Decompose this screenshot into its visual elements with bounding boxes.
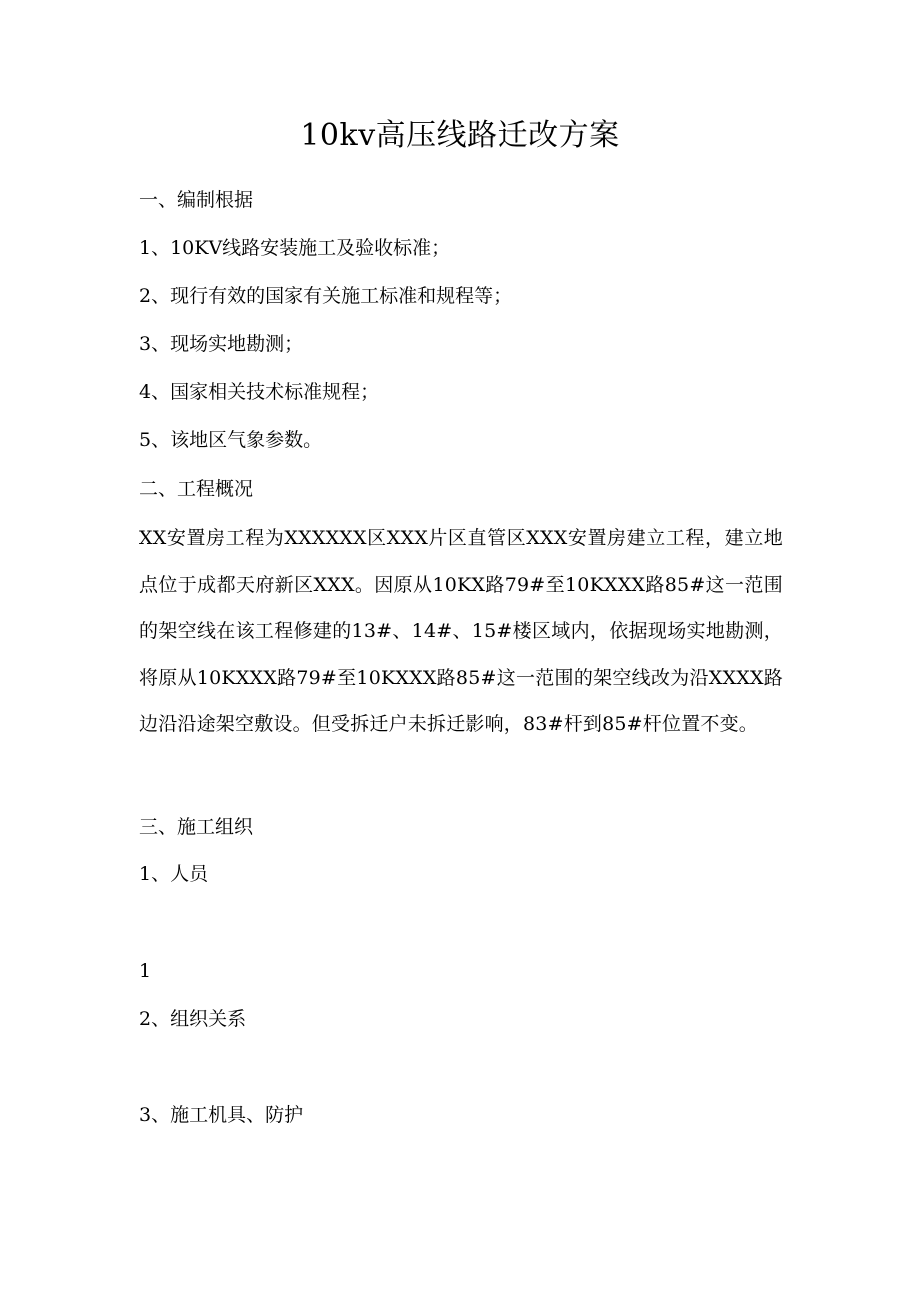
overview-paragraph: XX安置房工程为XXXXXX区XXX片区直管区XXX安置房建立工程，建立地点位于成都天府新区XXX。因原从10KX路79#至10KXXX路85#这一范围的架空线在该工程修建的13#、14#、15#楼区域内，依据现场实地勘测，将原从10KXXX路79#至10KXXX路85#这一范围的架空线改为沿XXXX路边沿沿途架空敷设。但受拆迁户未拆迁影响，83#杆到85#杆位置不变。 [139,527,783,735]
subheading-equipment-protection: 3、施工机具、防护 [139,1104,304,1126]
section-heading-organization: 三、施工组织 [139,816,254,838]
subheading-personnel: 1、人员 [139,863,209,885]
subheading-organization-relations: 2、组织关系 [139,1008,247,1030]
list-item: 2、现行有效的国家有关施工标准和规程等； [139,285,513,307]
section-heading-basis: 一、编制根据 [139,189,254,211]
list-item: 4、国家相关技术标准规程； [139,381,380,403]
list-item: 5、该地区气象参数。 [139,429,323,451]
list-item: 3、现场实地勘测； [139,333,304,355]
page-number: 1 [139,960,152,982]
list-item: 1、10KV线路安装施工及验收标准； [139,237,451,259]
document-title: 10kv高压线路迁改方案 [300,118,620,153]
section-heading-overview: 二、工程概况 [139,478,254,500]
